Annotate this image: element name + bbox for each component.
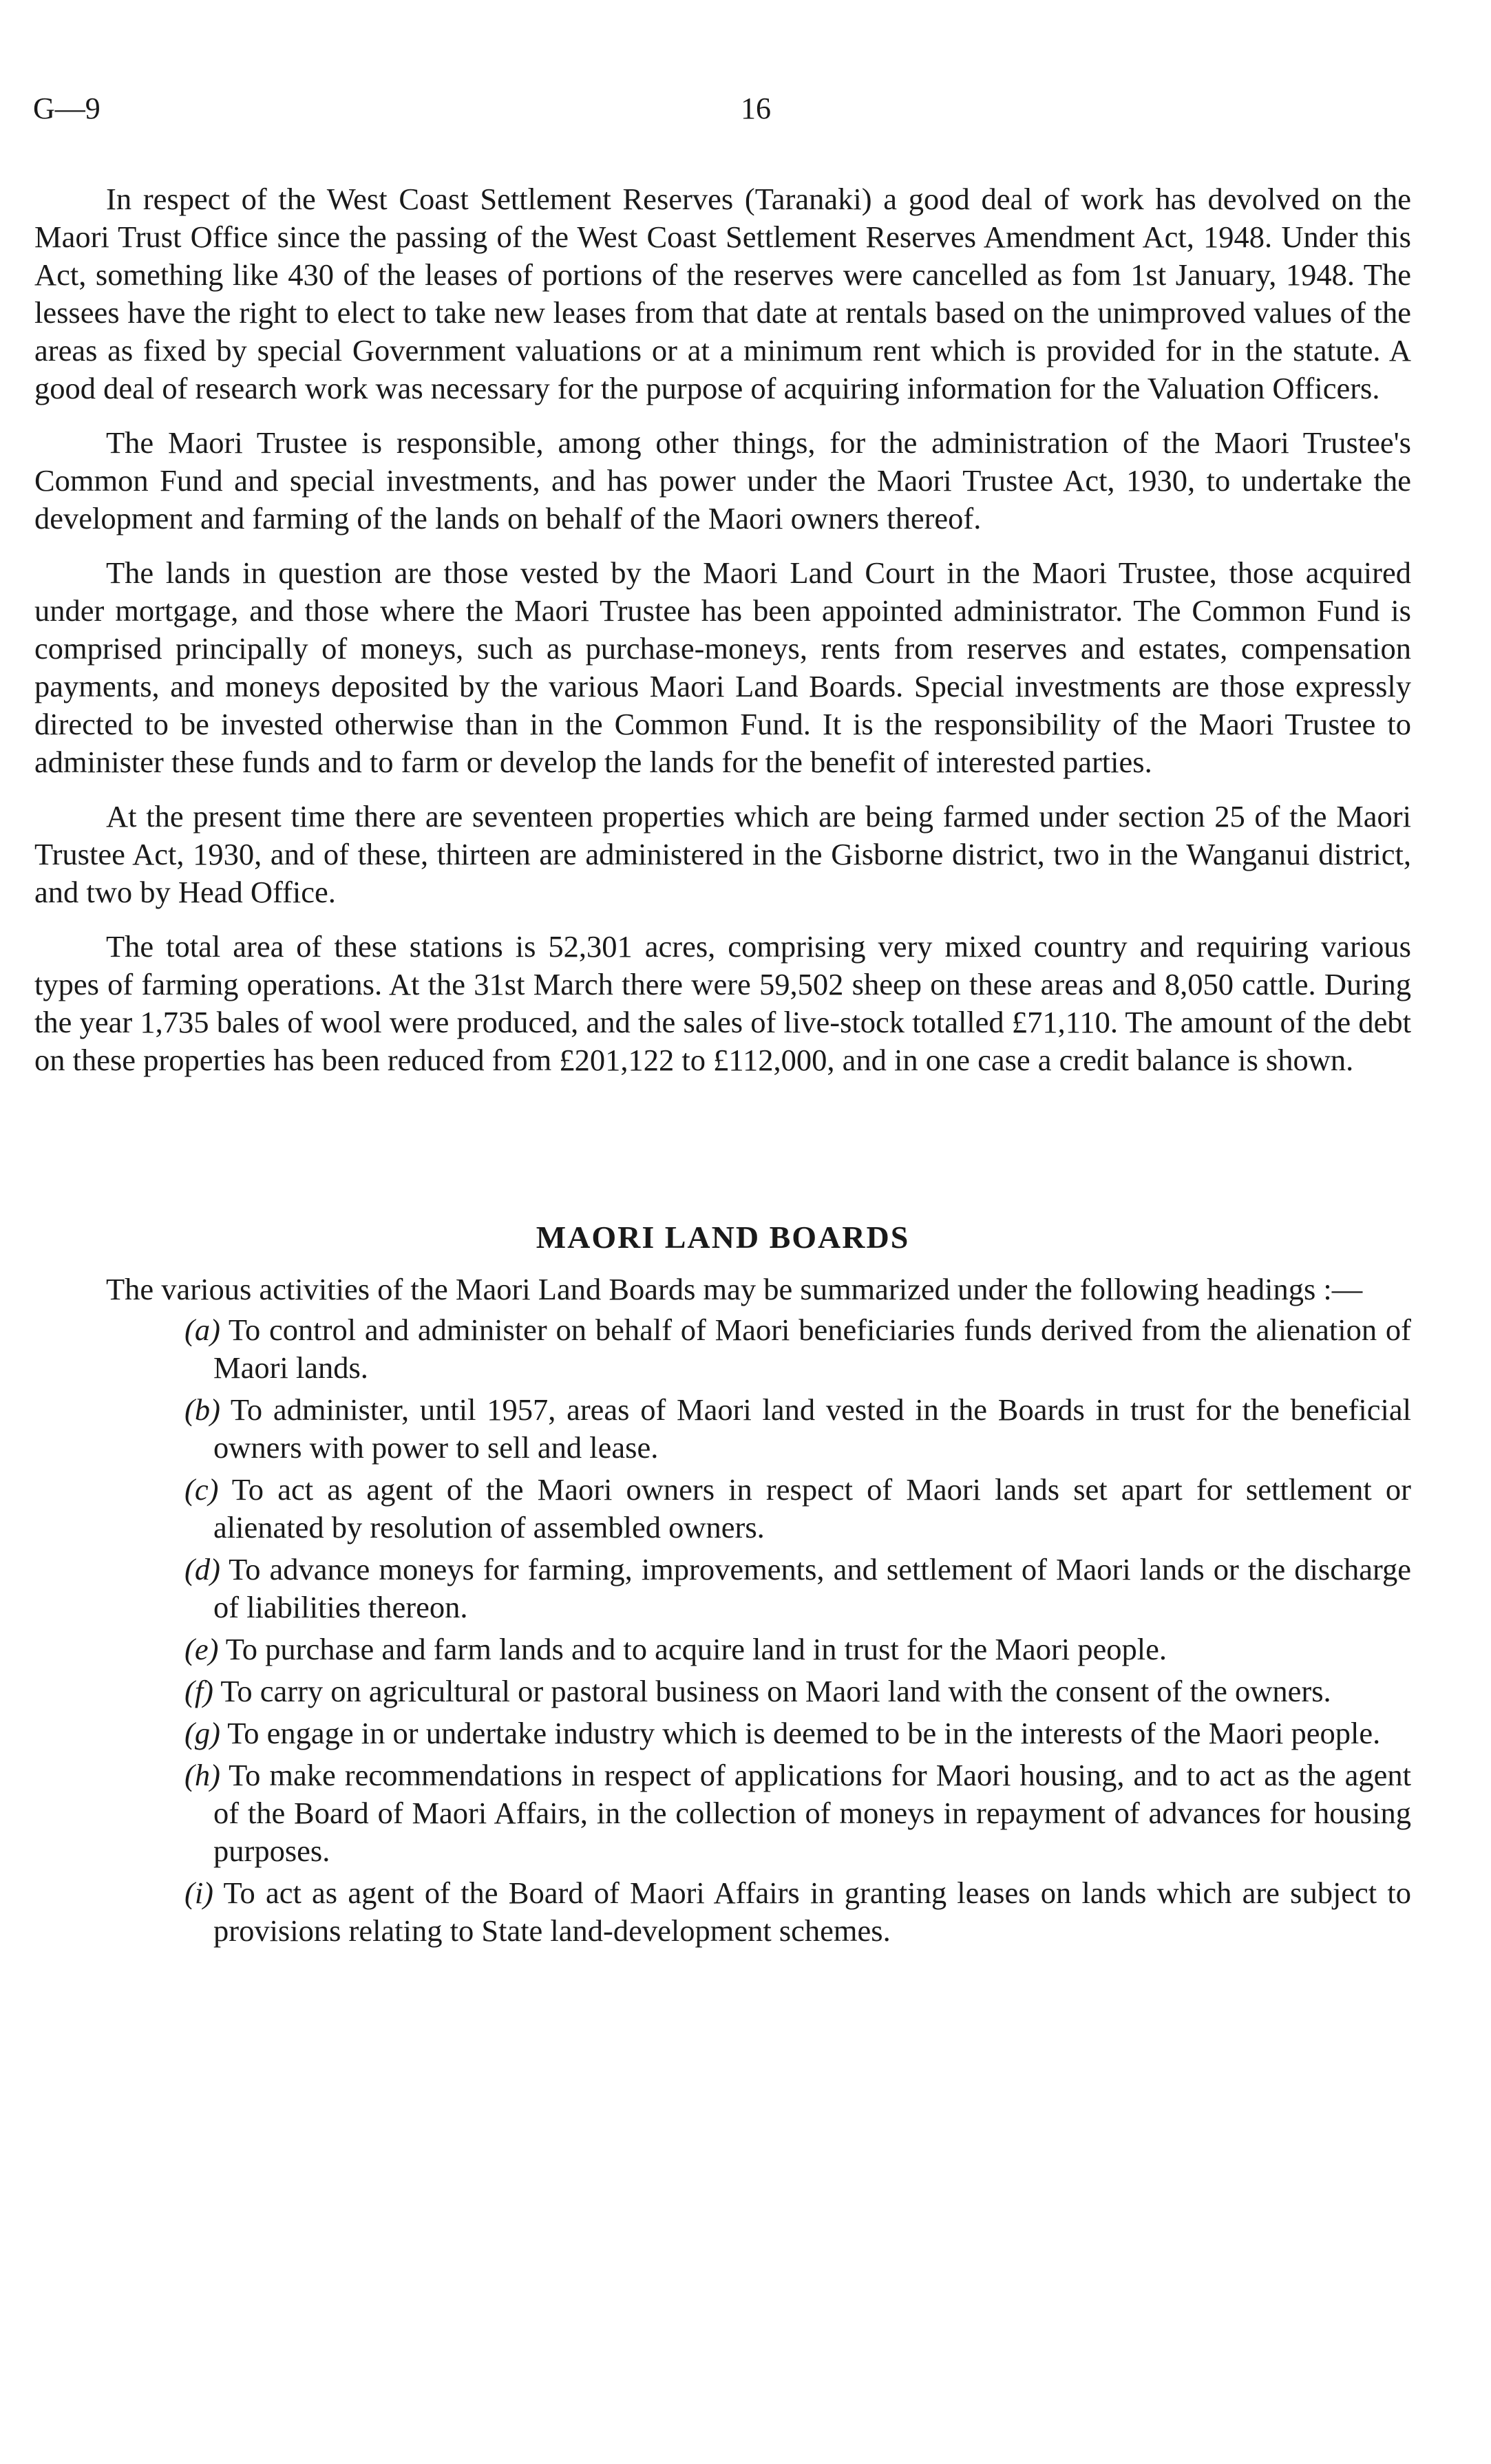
list-item-letter: (e) [184,1632,219,1666]
report-reference: G—9 [33,92,101,125]
list-item-letter: (b) [184,1392,220,1427]
list-item-text: To act as agent of the Board of Maori Affairs in granting leases on lands which are subject to provisions relating to State land-development schemes. [213,1876,1411,1948]
list-item-letter: (a) [184,1313,220,1347]
list-item [34,1714,1411,1752]
list-item-letter: (d) [184,1552,220,1586]
list-item-letter: (f) [184,1674,214,1708]
list-item [34,1631,1411,1668]
section-heading: MAORI LAND BOARDS [536,1220,910,1255]
list-item-letter: (c) [184,1472,219,1507]
list-item [34,1471,1411,1547]
list-item-text: To control and administer on behalf of Maori beneficiaries funds derived from the alienation of Maori lands. [213,1313,1411,1385]
list-item [34,1756,1411,1870]
list-item-text: To act as agent of the Maori owners in respect of Maori lands set apart for settlement or alienated by resolution of assembled owners. [213,1472,1411,1544]
list-item [34,1391,1411,1467]
list-item [34,1672,1411,1710]
list-item-letter: (i) [184,1876,214,1910]
list-item-text: To carry on agricultural or pastoral business on Maori land with the consent of the owners. [220,1674,1331,1708]
board-functions-list [34,1311,1411,1950]
list-item [34,1551,1411,1626]
page-number: 16 [741,92,771,125]
list-item-text: To purchase and farm lands and to acquire land in trust for the Maori people. [225,1632,1167,1666]
body-text [34,180,1411,1954]
paragraph-west-coast-reserves: In respect of the West Coast Settlement Reserves (Taranaki) a good deal of work has devolved on the Maori Trust Office since the passing of the West Coast Settlement Reserves Amendment Act, 1948. Under this Act, something like 430 of the leases of portions of the reserves were cancelled as fom 1st January, 1948. The lessees have the right to elect to take new leases from that date at rentals based on the unimproved values of the areas as fixed by special Government valuations or at a minimum rent which is provided for in the statute. A good deal of research work was necessary for the purpose of acquiring information for the Valuation Officers. [34,182,1411,405]
running-head [33,88,1458,129]
list-item-text: To advance moneys for farming, improvements, and settlement of Maori lands or the discharge of liabilities thereon. [213,1552,1412,1624]
paragraph-maori-trustee: The Maori Trustee is responsible, among other things, for the administration of the Maori Trustee's Common Fund and special investments, and has power under the Maori Trustee Act, 1930, to undertake the development and farming of the lands on behalf of the Maori owners thereof. [34,425,1411,535]
list-item-letter: (g) [184,1716,220,1750]
list-item-letter: (h) [184,1758,220,1792]
paragraph-station-totals: The total area of these stations is 52,301 acres, comprising very mixed country and requiring various types of farming operations. At the 31st March there were 59,502 sheep on these areas and 8,050 cattle. During the year 1,735 bales of wool were produced, and the sales of live-stock totalled £71,110. The amount of the debt on these properties has been reduced from £201,122 to £112,000, and in one case a credit balance is shown. [34,929,1411,1077]
list-item-text: To administer, until 1957, areas of Maori land vested in the Boards in trust for the beneficial owners with power to sell and lease. [213,1392,1411,1465]
list-item [34,1874,1411,1950]
paragraph-lands-in-question: The lands in question are those vested by the Maori Land Court in the Maori Trustee, those acquired under mortgage, and those where the Maori Trustee has been appointed administrator. The Common Fund is comprised principally of moneys, such as purchase-moneys, rents from reserves and estates, compensation payments, and moneys deposited by the various Maori Land Boards. Special investments are those expressly directed to be invested otherwise than in the Common Fund. It is the responsibility of the Maori Trustee to administer these funds and to farm or develop the lands for the benefit of interested parties. [34,555,1411,779]
list-item-text: To make recommendations in respect of applications for Maori housing, and to act as the agent of the Board of Maori Affairs, in the collection of moneys in repayment of advances for housing purposes. [213,1758,1411,1868]
list-item [34,1311,1411,1387]
section-intro: The various activities of the Maori Land Boards may be summarized under the following headings :— [106,1272,1363,1306]
paragraph-properties-farmed: At the present time there are seventeen properties which are being farmed under section 25 of the Maori Trustee Act, 1930, and of these, thirteen are administered in the Gisborne district, two in the Wanganui district, and two by Head Office. [34,799,1411,909]
list-item-text: To engage in or undertake industry which is deemed to be in the interests of the Maori people. [227,1716,1381,1750]
